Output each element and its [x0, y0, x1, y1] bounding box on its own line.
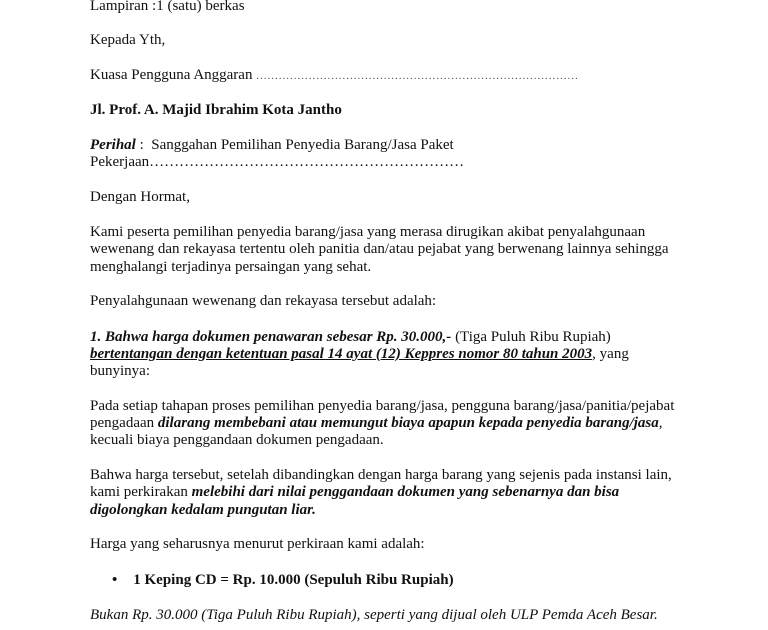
recipient-address: Jl. Prof. A. Majid Ibrahim Kota Jantho	[90, 102, 342, 118]
bullet-text: 1 Keping CD = Rp. 10.000 (Sepuluh Ribu Rupiah)	[133, 572, 454, 588]
paragraph-1-line: menghalangi terjadinya persaingan yang sehat.	[90, 259, 372, 275]
closing-statement: Bukan Rp. 30.000 (Tiga Puluh Ribu Rupiah), seperti yang dijual oleh ULP Pemda Aceh Besar.	[90, 607, 658, 623]
subject-line	[90, 136, 454, 154]
paragraph-3-line-1: Bahwa harga tersebut, setelah dibandingkan dengan harga barang yang sejenis pada instansi lain,	[90, 467, 672, 483]
quote-pre: pengadaan	[90, 415, 158, 431]
paragraph-3-emphasis: melebihi dari nilai penggandaan dokumen yang sebenarnya dan bisa	[191, 484, 620, 500]
point-1-line-3: bunyinya:	[90, 363, 150, 379]
point-1-heading: 1. Bahwa harga dokumen penawaran sebesar Rp. 30.000,-	[90, 329, 452, 345]
subject-label: Perihal	[90, 137, 136, 153]
paragraph-1-line: wewenang dan rekayasa tertentu oleh panitia dan/atau pejabat yang berwenang lainnya sehingga	[90, 241, 669, 257]
paragraph-3-line-2	[90, 483, 619, 501]
subject-separator: :	[135, 137, 152, 153]
recipient-greeting: Kepada Yth,	[90, 32, 166, 48]
quote-emphasis: dilarang membebani atau memungut biaya apapun kepada penyedia barang/jasa	[157, 415, 659, 431]
point-1-after: , yang	[592, 346, 629, 362]
quote-line-1: Pada setiap tahapan proses pemilihan penyedia barang/jasa, pengguna barang/jasa/panitia/pejabat	[90, 398, 675, 414]
quote-line-3: kecuali biaya penggandaan dokumen pengadaan.	[90, 432, 384, 448]
attachment-line: Lampiran :1 (satu) berkas	[90, 0, 245, 14]
quote-line-2	[90, 414, 663, 432]
paragraph-4: Harga yang seharusnya menurut perkiraan kami adalah:	[90, 536, 425, 552]
subject-line-2: Pekerjaan………………………………………………………	[90, 154, 465, 170]
subject-text: Sanggahan Pemilihan Penyedia Barang/Jasa Paket	[151, 137, 454, 153]
paragraph-3-pre: kami perkirakan	[90, 484, 192, 500]
recipient-title	[90, 66, 579, 85]
bullet-icon: •	[112, 572, 118, 588]
point-1-line-2	[90, 345, 629, 363]
paragraph-2: Penyalahgunaan wewenang dan rekayasa tersebut adalah:	[90, 293, 437, 309]
quote-post: ,	[658, 415, 663, 431]
salutation: Dengan Hormat,	[90, 189, 190, 205]
recipient-title-label: Kuasa Pengguna Anggaran	[90, 67, 253, 83]
point-1-amount-words: (Tiga Puluh Ribu Rupiah)	[451, 329, 611, 345]
point-1-line-1	[90, 328, 611, 346]
bullet-item	[112, 571, 454, 589]
paragraph-3-line-3: digolongkan kedalam pungutan liar.	[90, 502, 316, 518]
paragraph-1-line: Kami peserta pemilihan penyedia barang/jasa yang merasa dirugikan akibat penyalahgunaan	[90, 224, 646, 240]
recipient-title-dots: ......................................................................................	[256, 70, 579, 82]
point-1-regulation: bertentangan dengan ketentuan pasal 14 ayat (12) Keppres nomor 80 tahun 2003	[90, 346, 593, 362]
